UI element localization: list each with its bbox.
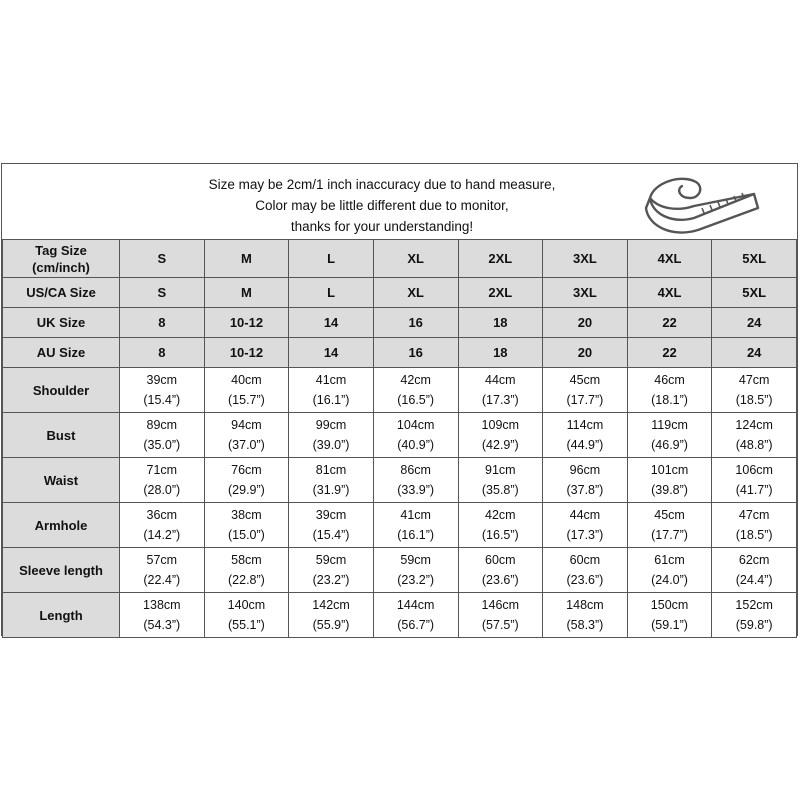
size-cell: 14 [289,308,374,338]
inch-value: (17.3”) [566,528,604,542]
inch-value: (33.9”) [397,483,435,497]
inch-value: (17.7”) [566,393,604,407]
inch-value: (29.9”) [228,483,265,497]
cm-value: 42cm [400,373,431,387]
measurement-row [3,503,797,548]
cm-value: 89cm [146,418,178,432]
row-header: Waist [3,458,120,503]
cm-value: 44cm [485,373,516,387]
size-cell: XL [373,278,458,308]
measurement-cell [458,368,543,413]
measurement-row [3,548,797,593]
size-cell: 18 [458,308,543,338]
cm-value: 96cm [569,463,601,477]
cm-value: 60cm [569,553,601,567]
row-header: UK Size [3,308,120,338]
measurement-cell [204,548,289,593]
measurement-cell [627,593,712,638]
cm-value: 60cm [485,553,516,567]
measurement-cell [712,548,797,593]
cm-value: 71cm [146,463,178,477]
size-cell: 10-12 [204,308,289,338]
cm-value: 106cm [735,463,773,477]
size-cell: 20 [543,308,628,338]
measurement-cell [373,368,458,413]
inch-value: (39.0”) [312,438,350,452]
measurement-cell [373,413,458,458]
size-table [2,239,797,638]
tag-size-cell: M [204,240,289,278]
tag-size-cell: 3XL [543,240,628,278]
inch-value: (16.5”) [481,528,519,542]
size-cell: L [289,278,374,308]
size-cell: 14 [289,338,374,368]
inch-value: (44.9”) [566,438,604,452]
measurement-cell [373,593,458,638]
inch-value: (35.8”) [481,483,519,497]
inch-value: (41.7”) [735,483,773,497]
cm-value: 45cm [569,373,601,387]
size-cell: 10-12 [204,338,289,368]
cm-value: 94cm [231,418,262,432]
tag-size-cell: S [120,240,205,278]
size-row [3,308,797,338]
inch-value: (55.1”) [228,618,265,632]
tag-size-unit-label: (cm/inch) [32,259,90,275]
tag-size-cell: 2XL [458,240,543,278]
measurement-cell [120,593,205,638]
cm-value: 59cm [400,553,431,567]
measurement-cell [120,413,205,458]
inch-value: (57.5”) [481,618,519,632]
measurement-row [3,593,797,638]
row-header: Armhole [3,503,120,548]
measurement-cell [543,593,628,638]
cm-value: 59cm [315,553,347,567]
inch-value: (54.3”) [143,618,181,632]
size-cell: 16 [373,308,458,338]
measurement-cell [204,458,289,503]
size-cell: 22 [627,338,712,368]
inch-value: (46.9”) [651,438,688,452]
inch-value: (58.3”) [566,618,604,632]
measurement-row [3,368,797,413]
size-cell: 24 [712,338,797,368]
size-cell: 4XL [627,278,712,308]
measurement-cell [712,458,797,503]
notice-text [162,174,602,237]
cm-value: 39cm [315,508,347,522]
size-cell: 2XL [458,278,543,308]
inch-value: (23.6”) [481,573,519,587]
tag-size-cell: L [289,240,374,278]
cm-value: 36cm [146,508,178,522]
measurement-cell [543,413,628,458]
measurement-cell [543,368,628,413]
cm-value: 86cm [400,463,431,477]
inch-value: (24.0”) [651,573,688,587]
inch-value: (24.4”) [735,573,773,587]
inch-value: (40.9”) [397,438,435,452]
measurement-cell [627,368,712,413]
inch-value: (23.6”) [566,573,604,587]
cm-value: 76cm [231,463,262,477]
cm-value: 124cm [735,418,773,432]
inch-value: (23.2”) [397,573,435,587]
inch-value: (15.4”) [143,393,181,407]
cm-value: 138cm [143,598,181,612]
tag-size-cell: XL [373,240,458,278]
measurement-cell [204,503,289,548]
cm-value: 81cm [315,463,347,477]
inch-value: (18.1”) [651,393,688,407]
measurement-cell [373,458,458,503]
size-cell: 3XL [543,278,628,308]
row-header: AU Size [3,338,120,368]
measurement-cell [458,503,543,548]
row-header: Bust [3,413,120,458]
inch-value: (14.2”) [143,528,181,542]
measurement-cell [712,503,797,548]
cm-value: 47cm [738,373,770,387]
inch-value: (55.9”) [312,618,350,632]
cm-value: 40cm [231,373,262,387]
cm-value: 142cm [312,598,350,612]
cm-value: 144cm [396,598,435,612]
tag-size-label: Tag Size [35,242,87,258]
cm-value: 45cm [654,508,685,522]
inch-value: (35.0”) [143,438,181,452]
notice-line: Size may be 2cm/1 inch inaccuracy due to hand measure, [208,177,556,192]
inch-value: (22.8”) [228,573,265,587]
measurement-cell [627,503,712,548]
row-header: Shoulder [3,368,120,413]
measurement-cell [627,413,712,458]
inch-value: (37.0”) [228,438,265,452]
measurement-cell [289,413,374,458]
measurement-cell [120,368,205,413]
cm-value: 38cm [231,508,262,522]
cm-value: 41cm [315,373,347,387]
cm-value: 44cm [569,508,601,522]
row-header: US/CA Size [3,278,120,308]
cm-value: 39cm [146,373,178,387]
row-header: Sleeve length [3,548,120,593]
cm-value: 109cm [481,418,520,432]
measurement-cell [712,413,797,458]
measurement-cell [289,503,374,548]
inch-value: (59.1”) [651,618,688,632]
row-header: Length [3,593,120,638]
measurement-row [3,458,797,503]
measuring-tape-icon [642,168,762,234]
inch-value: (16.1”) [397,528,435,542]
tag-size-cell: 4XL [627,240,712,278]
inch-value: (59.8”) [735,618,773,632]
cm-value: 150cm [650,598,689,612]
size-cell: 8 [120,308,205,338]
size-cell: 16 [373,338,458,368]
measurement-cell [289,593,374,638]
inch-value: (28.0”) [143,483,181,497]
cm-value: 104cm [396,418,435,432]
cm-value: 58cm [231,553,262,567]
inch-value: (17.3”) [481,393,519,407]
measurement-cell [458,458,543,503]
size-cell: S [120,278,205,308]
inch-value: (39.8”) [651,483,688,497]
measurement-cell [458,413,543,458]
measurement-cell [543,458,628,503]
cm-value: 57cm [146,553,178,567]
measurement-cell [120,548,205,593]
measurement-cell [204,413,289,458]
cm-value: 152cm [735,598,773,612]
cm-value: 61cm [654,553,685,567]
inch-value: (15.0”) [228,528,265,542]
cm-value: 91cm [485,463,516,477]
inch-value: (15.7”) [228,393,265,407]
cm-value: 41cm [400,508,431,522]
tag-size-row [3,240,797,278]
inch-value: (48.8”) [735,438,773,452]
cm-value: 46cm [654,373,685,387]
cm-value: 140cm [227,598,266,612]
measurement-cell [712,368,797,413]
measurement-cell [289,458,374,503]
measurement-cell [712,593,797,638]
notice-banner [2,164,797,240]
measurement-cell [120,458,205,503]
size-chart [1,163,798,636]
inch-value: (18.5”) [735,528,773,542]
cm-value: 62cm [738,553,770,567]
measurement-cell [543,548,628,593]
size-cell: 24 [712,308,797,338]
cm-value: 42cm [485,508,516,522]
cm-value: 148cm [566,598,604,612]
inch-value: (31.9”) [312,483,350,497]
notice-line: thanks for your understanding! [290,219,474,234]
inch-value: (22.4”) [143,573,181,587]
inch-value: (42.9”) [481,438,519,452]
size-cell: 8 [120,338,205,368]
cm-value: 146cm [481,598,520,612]
measurement-cell [120,503,205,548]
notice-line: Color may be little different due to monitor, [255,198,509,213]
inch-value: (17.7”) [651,528,688,542]
cm-value: 99cm [315,418,347,432]
measurement-cell [458,593,543,638]
measurement-cell [543,503,628,548]
size-cell: 5XL [712,278,797,308]
measurement-cell [627,458,712,503]
measurement-row [3,413,797,458]
measurement-cell [289,368,374,413]
tag-size-cell: 5XL [712,240,797,278]
inch-value: (16.1”) [312,393,350,407]
inch-value: (18.5”) [735,393,773,407]
measurement-cell [289,548,374,593]
measurement-cell [204,368,289,413]
size-row [3,278,797,308]
measurement-cell [204,593,289,638]
size-cell: 20 [543,338,628,368]
size-cell: M [204,278,289,308]
cm-value: 119cm [651,418,688,432]
cm-value: 101cm [650,463,689,477]
size-row [3,338,797,368]
cm-value: 114cm [566,418,604,432]
inch-value: (16.5”) [397,393,435,407]
measurement-cell [627,548,712,593]
measurement-cell [458,548,543,593]
measurement-cell [373,503,458,548]
inch-value: (56.7”) [397,618,435,632]
inch-value: (15.4”) [312,528,350,542]
measurement-cell [373,548,458,593]
size-cell: 22 [627,308,712,338]
inch-value: (23.2”) [312,573,350,587]
row-header-tag-size [3,240,120,278]
cm-value: 47cm [738,508,770,522]
inch-value: (37.8”) [566,483,604,497]
size-cell: 18 [458,338,543,368]
